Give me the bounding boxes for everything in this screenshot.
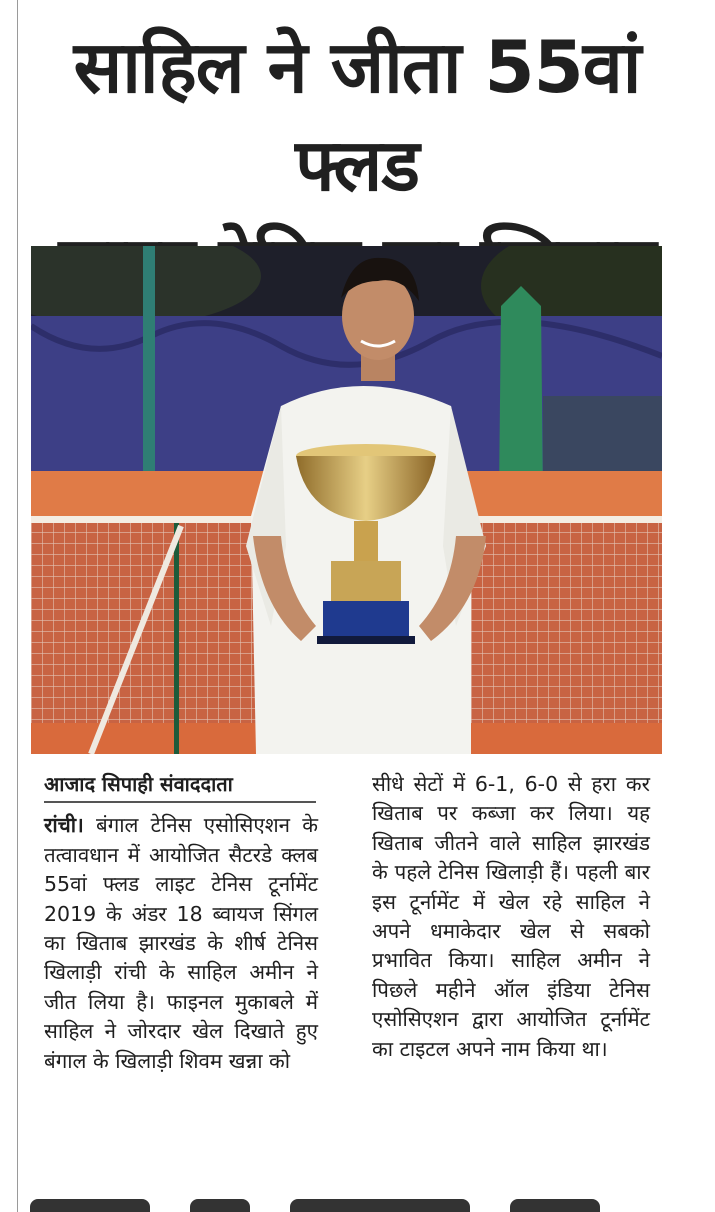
article-text-left: बंगाल टेनिस एसोसिएशन के तत्वावधान में आयोजित सैटरडे क्लब 55वां फ्लड लाइट टेनिस टूर्नामेंट 2019 के अंडर 18 ब्वायज सिंगल का खिताब झारखंड के शीर्ष टेनिस खिलाड़ी रांची के साहिल अमीन ने जीत लिया है। फाइनल मुकाबले में साहिल ने जोरदार खेल दिखाते हुए बंगाल के खिलाड़ी शिवम खन्ना को <box>44 813 318 1073</box>
article-text-right: सीधे सेटों में 6-1, 6-0 से हरा कर खिताब पर कब्जा कर लिया। यह खिताब जीतने वाले साहिल झारखंड के पहले टेनिस खिलाड़ी हैं। पहली बार इस टूर्नामेंट में खेल रहे साहिल ने अपने धमाकेदार खेल से सबको प्रभावित किया। साहिल अमीन ने पिछले महीने ऑल इंडिया टेनिस एसोसिएशन द्वारा आयोजित टूर्नामेंट का टाइटल अपने नाम किया था। <box>372 772 650 1061</box>
byline: आजाद सिपाही संवाददाता <box>44 770 316 803</box>
headline-line-1: साहिल ने जीता 55वां फ्लड <box>73 25 641 207</box>
article-column-right <box>372 770 650 1064</box>
dateline: रांची। <box>44 813 84 838</box>
article-column-left <box>44 770 318 1076</box>
column-rule <box>17 0 18 1212</box>
news-photo <box>31 246 662 754</box>
next-headline-cutoff <box>30 1198 670 1212</box>
article-paragraph-left <box>44 811 318 1076</box>
